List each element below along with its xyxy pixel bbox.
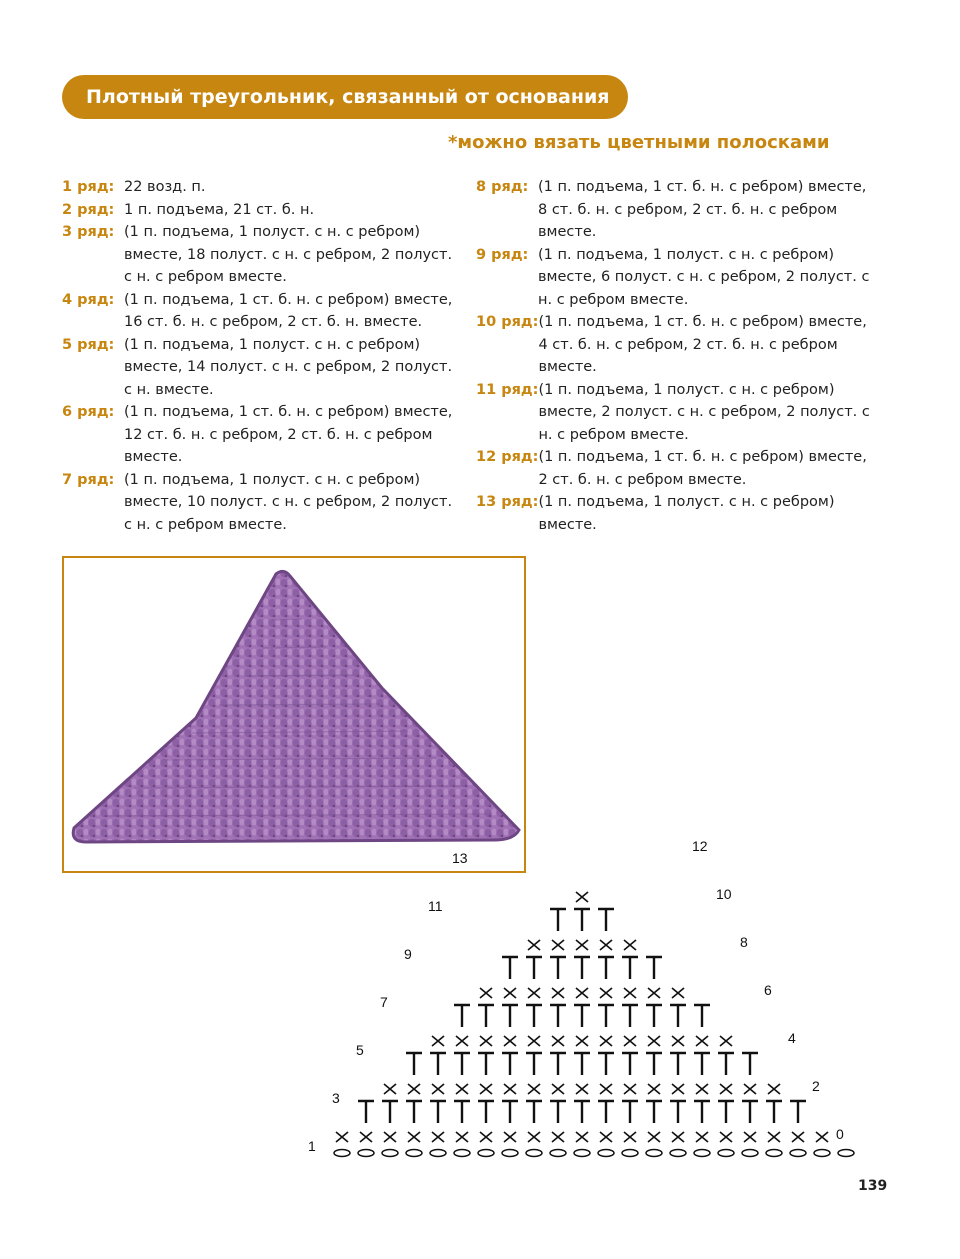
row-instruction <box>62 469 462 537</box>
double-crochet-symbol <box>502 1005 518 1027</box>
single-crochet-symbol <box>600 988 612 998</box>
single-crochet-symbol <box>528 1084 540 1094</box>
row-label: 9 ряд: <box>476 246 529 263</box>
row-instruction <box>62 221 462 289</box>
single-crochet-symbol <box>768 1132 780 1142</box>
row-number-right: 8 <box>740 934 748 950</box>
double-crochet-symbol <box>574 1053 590 1075</box>
single-crochet-symbol <box>576 1084 588 1094</box>
double-crochet-symbol <box>454 1101 470 1123</box>
double-crochet-symbol <box>358 1101 374 1123</box>
double-crochet-symbol <box>478 1101 494 1123</box>
double-crochet-symbol <box>622 1101 638 1123</box>
row-number-left: 7 <box>380 994 388 1010</box>
row-number-right: 6 <box>764 982 772 998</box>
row-label: 5 ряд: <box>62 336 115 353</box>
single-crochet-symbol <box>528 988 540 998</box>
single-crochet-symbol <box>672 1084 684 1094</box>
single-crochet-symbol <box>744 1132 756 1142</box>
row-text: (1 п. подъема, 1 ст. б. н. с ребром) вместе, 8 ст. б. н. с ребром, 2 ст. б. н. с ребром вместе. <box>538 179 867 240</box>
double-crochet-symbol <box>598 909 614 931</box>
single-crochet-symbol <box>720 1084 732 1094</box>
row-label: 7 ряд: <box>62 471 115 488</box>
single-crochet-symbol <box>408 1084 420 1094</box>
single-crochet-symbol <box>768 1084 780 1094</box>
row-text: (1 п. подъема, 1 ст. б. н. с ребром) вместе, 16 ст. б. н. с ребром, 2 ст. б. н. вместе. <box>124 291 453 330</box>
single-crochet-symbol <box>528 940 540 950</box>
chain-stitch-symbol <box>766 1150 782 1157</box>
single-crochet-symbol <box>672 988 684 998</box>
double-crochet-symbol <box>526 957 542 979</box>
row-text: 1 п. подъема, 21 ст. б. н. <box>124 201 315 218</box>
single-crochet-symbol <box>576 940 588 950</box>
chain-stitch-symbol <box>622 1150 638 1157</box>
single-crochet-symbol <box>552 988 564 998</box>
single-crochet-symbol <box>504 988 516 998</box>
single-crochet-symbol <box>504 1036 516 1046</box>
double-crochet-symbol <box>550 909 566 931</box>
chain-stitch-symbol <box>742 1150 758 1157</box>
single-crochet-symbol <box>552 1036 564 1046</box>
double-crochet-symbol <box>550 1053 566 1075</box>
single-crochet-symbol <box>456 1084 468 1094</box>
chain-stitch-symbol <box>430 1150 446 1157</box>
row-label: 2 ряд: <box>62 201 115 218</box>
double-crochet-symbol <box>694 1053 710 1075</box>
double-crochet-symbol <box>454 1053 470 1075</box>
double-crochet-symbol <box>574 909 590 931</box>
double-crochet-symbol <box>478 1053 494 1075</box>
row-text: (1 п. подъема, 1 ст. б. н. с ребром) вместе, 2 ст. б. н. с ребром вместе. <box>538 449 867 488</box>
double-crochet-symbol <box>598 1005 614 1027</box>
double-crochet-symbol <box>646 1053 662 1075</box>
chain-stitch-symbol <box>526 1150 542 1157</box>
row-number-right: 0 <box>836 1126 844 1142</box>
chain-stitch-symbol <box>814 1150 830 1157</box>
single-crochet-symbol <box>624 940 636 950</box>
row-number-left: 9 <box>404 946 412 962</box>
row-text: (1 п. подъема, 1 полуст. с н. с ребром) вместе. <box>538 494 835 533</box>
crochet-scheme <box>290 838 870 1179</box>
chain-stitch-symbol <box>574 1150 590 1157</box>
double-crochet-symbol <box>574 1005 590 1027</box>
double-crochet-symbol <box>502 957 518 979</box>
row-instruction <box>62 401 462 469</box>
double-crochet-symbol <box>670 1101 686 1123</box>
single-crochet-symbol <box>648 1036 660 1046</box>
row-text: (1 п. подъема, 1 ст. б. н. с ребром) вместе, 4 ст. б. н. с ребром, 2 ст. б. н. с ребром вместе. <box>538 314 867 375</box>
single-crochet-symbol <box>744 1084 756 1094</box>
single-crochet-symbol <box>648 1084 660 1094</box>
chain-stitch-symbol <box>550 1150 566 1157</box>
double-crochet-symbol <box>790 1101 806 1123</box>
row-text: (1 п. подъема, 1 полуст. с н. с ребром) вместе, 18 полуст. с н. с ребром, 2 полуст. с н. с ребром вместе. <box>124 224 453 285</box>
double-crochet-symbol <box>382 1101 398 1123</box>
double-crochet-symbol <box>622 957 638 979</box>
double-crochet-symbol <box>478 1005 494 1027</box>
single-crochet-symbol <box>480 1084 492 1094</box>
single-crochet-symbol <box>720 1132 732 1142</box>
double-crochet-symbol <box>454 1005 470 1027</box>
page-number: 139 <box>858 1178 888 1194</box>
double-crochet-symbol <box>622 1005 638 1027</box>
row-instruction <box>476 491 876 536</box>
single-crochet-symbol <box>432 1036 444 1046</box>
single-crochet-symbol <box>552 940 564 950</box>
row-instruction <box>476 244 876 312</box>
double-crochet-symbol <box>574 957 590 979</box>
row-instruction <box>62 176 462 199</box>
single-crochet-symbol <box>408 1132 420 1142</box>
single-crochet-symbol <box>696 1084 708 1094</box>
single-crochet-symbol <box>384 1084 396 1094</box>
single-crochet-symbol <box>672 1132 684 1142</box>
chain-stitch-symbol <box>646 1150 662 1157</box>
chain-stitch-symbol <box>598 1150 614 1157</box>
single-crochet-symbol <box>552 1084 564 1094</box>
single-crochet-symbol <box>576 1036 588 1046</box>
section-title: Плотный треугольник, связанный от основания <box>62 75 628 119</box>
crochet-photo <box>62 556 526 873</box>
double-crochet-symbol <box>766 1101 782 1123</box>
row-number-left: 3 <box>332 1090 340 1106</box>
single-crochet-symbol <box>528 1132 540 1142</box>
single-crochet-symbol <box>624 1132 636 1142</box>
single-crochet-symbol <box>480 1132 492 1142</box>
chain-stitch-symbol <box>478 1150 494 1157</box>
double-crochet-symbol <box>622 1053 638 1075</box>
row-number-left: 13 <box>452 850 468 866</box>
double-crochet-symbol <box>406 1101 422 1123</box>
subtitle-note: *можно вязать цветными полосками <box>448 132 830 153</box>
single-crochet-symbol <box>336 1132 348 1142</box>
row-instruction <box>476 311 876 379</box>
row-instruction <box>62 199 462 222</box>
single-crochet-symbol <box>696 1132 708 1142</box>
single-crochet-symbol <box>432 1084 444 1094</box>
crochet-triangle-image <box>64 558 524 871</box>
row-text: (1 п. подъема, 1 ст. б. н. с ребром) вместе, 12 ст. б. н. с ребром, 2 ст. б. н. с ребром вместе. <box>124 404 453 465</box>
single-crochet-symbol <box>480 1036 492 1046</box>
single-crochet-symbol <box>456 1036 468 1046</box>
row-instruction <box>62 334 462 402</box>
crochet-chart <box>290 838 870 1175</box>
single-crochet-symbol <box>600 1084 612 1094</box>
single-crochet-symbol <box>792 1132 804 1142</box>
double-crochet-symbol <box>742 1053 758 1075</box>
row-label: 1 ряд: <box>62 179 115 195</box>
single-crochet-symbol <box>648 1132 660 1142</box>
single-crochet-symbol <box>600 1036 612 1046</box>
single-crochet-symbol <box>600 940 612 950</box>
row-number-right: 12 <box>692 838 708 854</box>
double-crochet-symbol <box>718 1101 734 1123</box>
crochet-triangle <box>73 571 519 842</box>
double-crochet-symbol <box>694 1101 710 1123</box>
double-crochet-symbol <box>598 957 614 979</box>
single-crochet-symbol <box>816 1132 828 1142</box>
chain-stitch-symbol <box>406 1150 422 1157</box>
double-crochet-symbol <box>502 1101 518 1123</box>
single-crochet-symbol <box>552 1132 564 1142</box>
chain-stitch-symbol <box>382 1150 398 1157</box>
double-crochet-symbol <box>646 1101 662 1123</box>
chain-stitch-symbol <box>670 1150 686 1157</box>
double-crochet-symbol <box>574 1101 590 1123</box>
single-crochet-symbol <box>600 1132 612 1142</box>
row-instruction <box>476 176 876 244</box>
chain-stitch-symbol <box>454 1150 470 1157</box>
row-instruction <box>476 446 876 491</box>
row-number-right: 4 <box>788 1030 796 1046</box>
double-crochet-symbol <box>694 1005 710 1027</box>
row-instruction <box>62 289 462 334</box>
double-crochet-symbol <box>550 1005 566 1027</box>
single-crochet-symbol <box>720 1036 732 1046</box>
double-crochet-symbol <box>550 957 566 979</box>
single-crochet-symbol <box>504 1084 516 1094</box>
row-label: 12 ряд: <box>476 449 539 465</box>
chain-stitch-symbol <box>358 1150 374 1157</box>
single-crochet-symbol <box>624 1036 636 1046</box>
double-crochet-symbol <box>526 1101 542 1123</box>
single-crochet-symbol <box>528 1036 540 1046</box>
single-crochet-symbol <box>696 1036 708 1046</box>
row-label: 3 ряд: <box>62 224 115 240</box>
row-label: 4 ряд: <box>62 291 115 308</box>
double-crochet-symbol <box>742 1101 758 1123</box>
chain-stitch-symbol <box>334 1150 350 1157</box>
row-label: 10 ряд: <box>476 314 539 330</box>
row-instructions-right <box>476 176 876 536</box>
double-crochet-symbol <box>526 1005 542 1027</box>
single-crochet-symbol <box>576 1132 588 1142</box>
double-crochet-symbol <box>670 1005 686 1027</box>
row-label: 11 ряд: <box>476 381 539 398</box>
row-number-left: 11 <box>428 898 443 914</box>
double-crochet-symbol <box>598 1053 614 1075</box>
row-number-right: 2 <box>812 1078 820 1094</box>
single-crochet-symbol <box>624 1084 636 1094</box>
chain-stitch-symbol <box>694 1150 710 1157</box>
chain-stitch-symbol <box>718 1150 734 1157</box>
row-text: 22 возд. п. <box>124 179 206 195</box>
row-instructions-left <box>62 176 462 536</box>
double-crochet-symbol <box>526 1053 542 1075</box>
single-crochet-symbol <box>576 892 588 902</box>
double-crochet-symbol <box>430 1101 446 1123</box>
row-label: 13 ряд: <box>476 494 539 510</box>
row-text: (1 п. подъема, 1 полуст. с н. с ребром) вместе, 6 полуст. с н. с ребром, 2 полуст. с н. с ребром вместе. <box>538 246 870 308</box>
single-crochet-symbol <box>648 988 660 998</box>
row-instruction <box>476 379 876 447</box>
double-crochet-symbol <box>646 957 662 979</box>
single-crochet-symbol <box>360 1132 372 1142</box>
double-crochet-symbol <box>430 1053 446 1075</box>
double-crochet-symbol <box>502 1053 518 1075</box>
single-crochet-symbol <box>672 1036 684 1046</box>
row-number-left: 5 <box>356 1042 364 1058</box>
double-crochet-symbol <box>406 1053 422 1075</box>
row-text: (1 п. подъема, 1 полуст. с н. с ребром) вместе, 10 полуст. с н. с ребром, 2 полуст. с н. с ребром вместе. <box>124 471 453 533</box>
double-crochet-symbol <box>718 1053 734 1075</box>
single-crochet-symbol <box>432 1132 444 1142</box>
single-crochet-symbol <box>624 988 636 998</box>
row-number-left: 1 <box>308 1138 316 1154</box>
row-text: (1 п. подъема, 1 полуст. с н. с ребром) вместе, 2 полуст. с н. с ребром, 2 полуст. с н. с ребром вместе. <box>538 381 870 443</box>
single-crochet-symbol <box>480 988 492 998</box>
chain-stitch-symbol <box>838 1150 854 1157</box>
double-crochet-symbol <box>550 1101 566 1123</box>
row-text: (1 п. подъема, 1 полуст. с н. с ребром) вместе, 14 полуст. с н. с ребром, 2 полуст. с н. вместе. <box>124 336 453 398</box>
double-crochet-symbol <box>646 1005 662 1027</box>
single-crochet-symbol <box>384 1132 396 1142</box>
row-label: 8 ряд: <box>476 179 529 195</box>
double-crochet-symbol <box>670 1053 686 1075</box>
chain-stitch-symbol <box>502 1150 518 1157</box>
single-crochet-symbol <box>456 1132 468 1142</box>
single-crochet-symbol <box>504 1132 516 1142</box>
row-label: 6 ряд: <box>62 404 115 420</box>
single-crochet-symbol <box>576 988 588 998</box>
double-crochet-symbol <box>598 1101 614 1123</box>
chain-stitch-symbol <box>790 1150 806 1157</box>
row-number-right: 10 <box>716 886 732 902</box>
